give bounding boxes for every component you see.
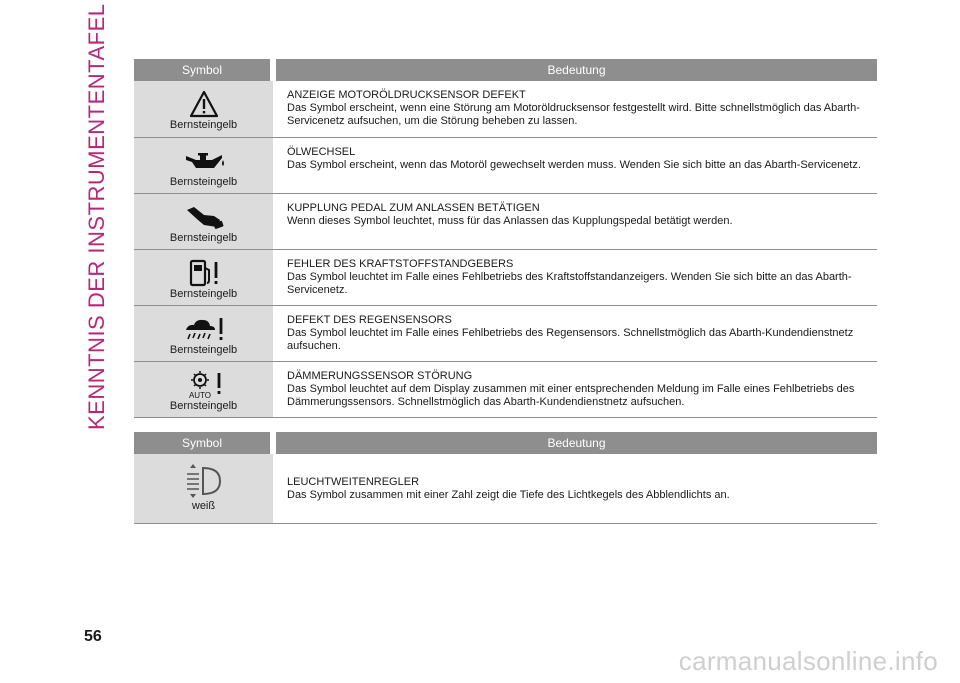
- header-symbol: Symbol: [134, 59, 273, 81]
- fuel-pump-warning-icon: [186, 258, 222, 288]
- symbol-table-2: [134, 432, 877, 524]
- header-symbol: Symbol: [134, 432, 273, 454]
- symbol-cell: [134, 137, 273, 193]
- oil-can-icon: [182, 146, 226, 176]
- color-label: Bernsteingelb: [169, 399, 238, 412]
- symbol-cell: [134, 454, 273, 523]
- row-text: Das Symbol leuchtet auf dem Display zusammen mit einer entsprechenden Meldung im Falle eines Fehlbetriebs des Dämmerungssensors. Schnellstmöglich das Abarth-Kundendienstnetz aufsuchen.: [287, 382, 855, 408]
- description-cell: [273, 249, 877, 305]
- symbol-cell: [134, 249, 273, 305]
- table-header-row: [134, 432, 877, 454]
- table-row: [134, 454, 877, 523]
- twilight-sensor-auto-icon: [184, 370, 224, 400]
- row-title: LEUCHTWEITENREGLER: [287, 476, 420, 488]
- description-cell: [273, 193, 877, 249]
- row-text: Das Symbol leuchtet im Falle eines Fehlbetriebs des Kraftstoffstandanzeigers. Wenden Sie sich bitte an das Abarth-Servicenetz.: [287, 270, 852, 296]
- row-text: Das Symbol erscheint, wenn das Motoröl gewechselt werden muss. Wenden Sie sich bitte an das Abarth-Servicenetz.: [287, 158, 861, 171]
- headlight-leveling-icon: [182, 462, 226, 500]
- header-meaning: Bedeutung: [273, 432, 877, 454]
- symbol-cell: [134, 305, 273, 361]
- color-label: Bernsteingelb: [169, 231, 238, 244]
- row-title: ÖLWECHSEL: [287, 145, 356, 158]
- watermark: carmanualsonline.info: [678, 646, 938, 676]
- description-cell: [273, 305, 877, 361]
- warning-triangle-icon: [189, 89, 219, 119]
- color-label: weiß: [191, 500, 216, 512]
- row-title: DÄMMERUNGSSENSOR STÖRUNG: [287, 369, 473, 382]
- color-label: Bernsteingelb: [169, 287, 238, 300]
- row-title: FEHLER DES KRAFTSTOFFSTANDGEBERS: [287, 257, 514, 270]
- symbol-cell: [134, 81, 273, 137]
- symbol-table-1: [134, 59, 877, 418]
- table-row: [134, 361, 877, 417]
- header-meaning: Bedeutung: [273, 59, 877, 81]
- row-title: ANZEIGE MOTORÖLDRUCKSENSOR DEFEKT: [287, 89, 526, 101]
- svg-text:AUTO: AUTO: [188, 390, 211, 400]
- table-header-row: [134, 59, 877, 81]
- table-row: [134, 81, 877, 137]
- table-row: [134, 249, 877, 305]
- row-title: DEFEKT DES REGENSENSORS: [287, 313, 452, 326]
- table-row: [134, 193, 877, 249]
- row-text: Das Symbol zusammen mit einer Zahl zeigt die Tiefe des Lichtkegels des Abblendlichts an.: [287, 489, 730, 501]
- row-title: KUPPLUNG PEDAL ZUM ANLASSEN BETÄTIGEN: [287, 201, 540, 214]
- color-label: Bernsteingelb: [169, 343, 238, 356]
- page-number: 56: [84, 628, 102, 645]
- symbol-cell: [134, 361, 273, 417]
- table-row: [134, 305, 877, 361]
- table-row: [134, 137, 877, 193]
- symbol-cell: [134, 193, 273, 249]
- row-text: Wenn dieses Symbol leuchtet, muss für das Anlassen das Kupplungspedal betätigt werden.: [287, 214, 733, 227]
- description-cell: [273, 454, 877, 523]
- row-text: Das Symbol erscheint, wenn eine Störung am Motoröldrucksensor festgestellt wird. Bitte schnellstmöglich das Abarth-Servicenetz aufsuchen, um die Störung beheben zu lassen.: [287, 102, 860, 127]
- description-cell: [273, 137, 877, 193]
- description-cell: [273, 361, 877, 417]
- color-label: Bernsteingelb: [169, 119, 238, 131]
- description-cell: [273, 81, 877, 137]
- clutch-pedal-icon: [184, 202, 224, 232]
- row-text: Das Symbol leuchtet im Falle eines Fehlbetriebs des Regensensors. Schnellstmöglich das Abarth-Kundendienstnetz aufsuchen.: [287, 326, 854, 352]
- color-label: Bernsteingelb: [169, 175, 238, 188]
- rain-sensor-warning-icon: [182, 314, 226, 344]
